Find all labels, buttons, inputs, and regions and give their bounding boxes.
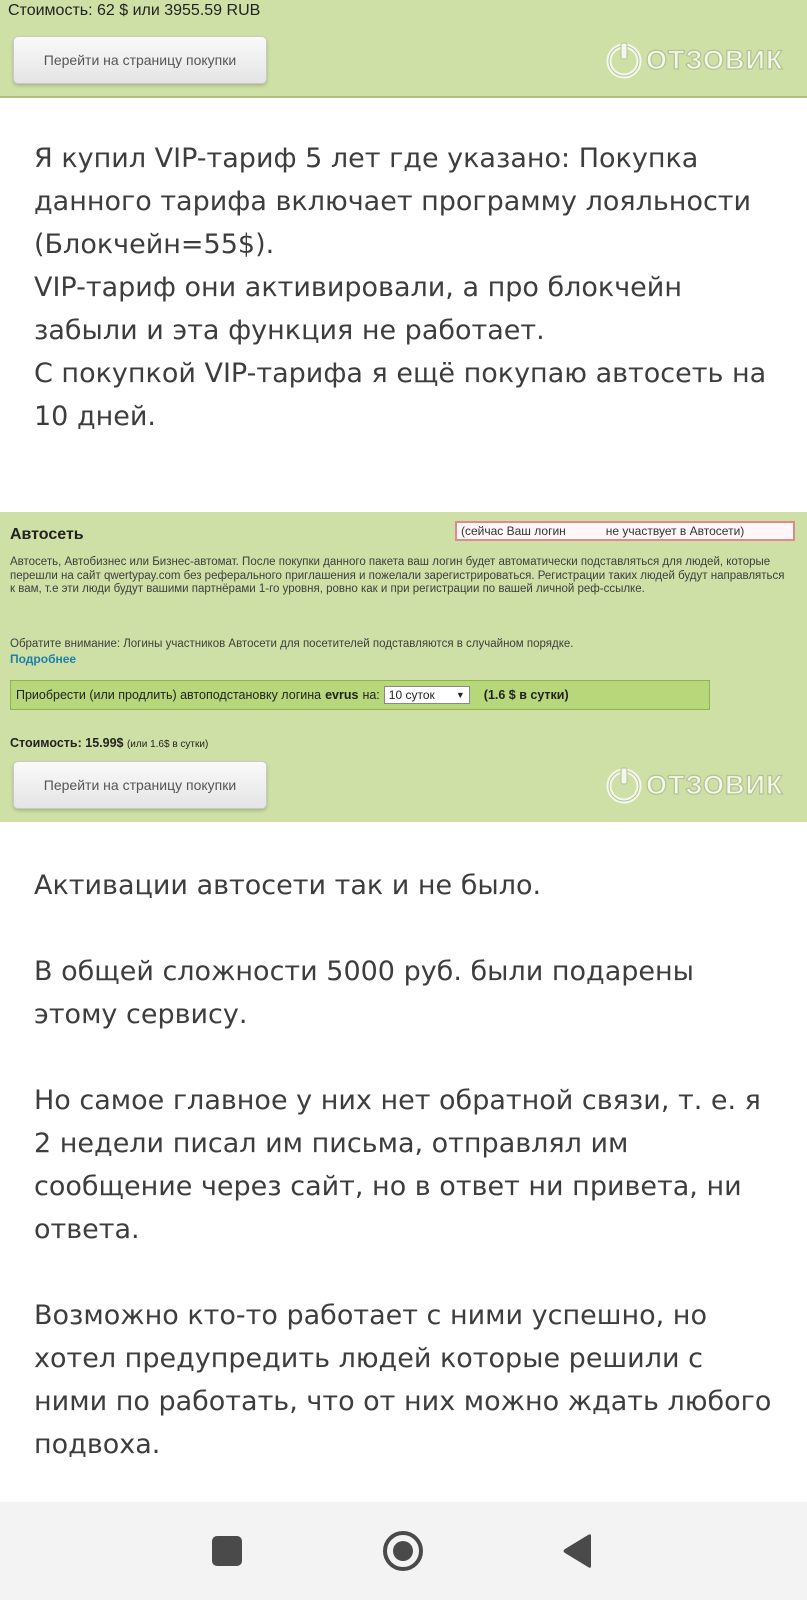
autoset-attention: Обратите внимание: Логины участников Автосети для посетителей подставляются в случайном порядке. xyxy=(10,638,574,650)
autoset-screenshot xyxy=(0,512,807,822)
review-paragraph: Но самое главное у них нет обратной связи, т. е. я 2 недели писал им письма, отправлял им сообщение через сайт, но в ответ ни привета, ни ответа. xyxy=(34,1085,761,1245)
power-logo-icon xyxy=(604,765,644,805)
power-logo-icon xyxy=(604,40,644,80)
price-line: Стоимость: 62 $ или 3955.59 RUB xyxy=(8,2,261,19)
home-button[interactable] xyxy=(358,1502,448,1600)
go-to-purchase-button[interactable]: Перейти на страницу покупки xyxy=(13,761,267,809)
autoset-cost xyxy=(10,736,208,750)
review-paragraph: В общей сложности 5000 руб. были подарены этому сервису. xyxy=(34,956,694,1030)
watermark-text: ОТЗОВИК xyxy=(646,769,784,800)
buy-prefix: Приобрести (или продлить) автоподстановку логина xyxy=(16,688,322,702)
watermark-text: ОТЗОВИК xyxy=(646,44,784,75)
circle-home-icon xyxy=(381,1529,425,1573)
period-select[interactable] xyxy=(384,686,470,704)
system-nav-bar xyxy=(0,1502,807,1600)
cost-label: Стоимость: 15.99$ xyxy=(10,736,124,750)
more-link[interactable]: Подробнее xyxy=(10,652,77,666)
recent-apps-button[interactable] xyxy=(182,1502,272,1600)
review-text-block-2 xyxy=(34,864,779,1466)
back-button[interactable] xyxy=(533,1502,623,1600)
review-paragraph: VIP-тариф они активировали, а про блокчейн забыли и эта функция не работает. xyxy=(34,272,682,346)
go-to-purchase-button[interactable]: Перейти на страницу покупки xyxy=(13,36,267,84)
review-paragraph: Активации автосети так и не было. xyxy=(34,870,542,901)
login-notice: (сейчас Ваш логин не участвует в Автосети) xyxy=(455,521,795,541)
buy-on: на: xyxy=(362,688,380,702)
review-paragraph: Я купил VIP-тариф 5 лет где указано: Покупка данного тарифа включает программу лояльности (Блокчейн=55$). xyxy=(34,143,752,260)
dropdown-arrow-icon: ▼ xyxy=(455,690,465,700)
triangle-back-icon xyxy=(561,1533,595,1569)
cost-note: (или 1.6$ в сутки) xyxy=(126,739,209,750)
autoset-title: Автосеть xyxy=(10,526,84,543)
buy-autoset-bar xyxy=(10,680,710,710)
purchase-screenshot-top xyxy=(0,0,807,98)
autoset-description: Автосеть, Автобизнес или Бизнес-автомат. После покупки данного пакета ваш логин будет автоматически подставляться для людей, которые перешли на сайт qwertypay.com без реферального приглашения и пожелали зарегистрироваться. Регистрации таких людей будут направляться к вам, т.е эти люди будут вашими партнёрами 1-го уровня, ровно как и при регистрации по вашей личной реф-ссылке. xyxy=(10,556,785,595)
otzovik-watermark xyxy=(604,765,783,805)
square-icon xyxy=(211,1535,243,1567)
period-selected: 10 суток xyxy=(388,688,435,702)
otzovik-watermark xyxy=(604,40,783,80)
review-text-block-1 xyxy=(34,137,779,438)
daily-rate: (1.6 $ в сутки) xyxy=(483,688,569,702)
login-name: evrus xyxy=(325,688,359,702)
review-paragraph: Возможно кто-то работает с ними успешно, но хотел предупредить людей которые решили с ними по работать, что от них можно ждать любого подвоха. xyxy=(34,1300,772,1460)
review-paragraph: С покупкой VIP-тарифа я ещё покупаю автосеть на 10 дней. xyxy=(34,358,767,432)
